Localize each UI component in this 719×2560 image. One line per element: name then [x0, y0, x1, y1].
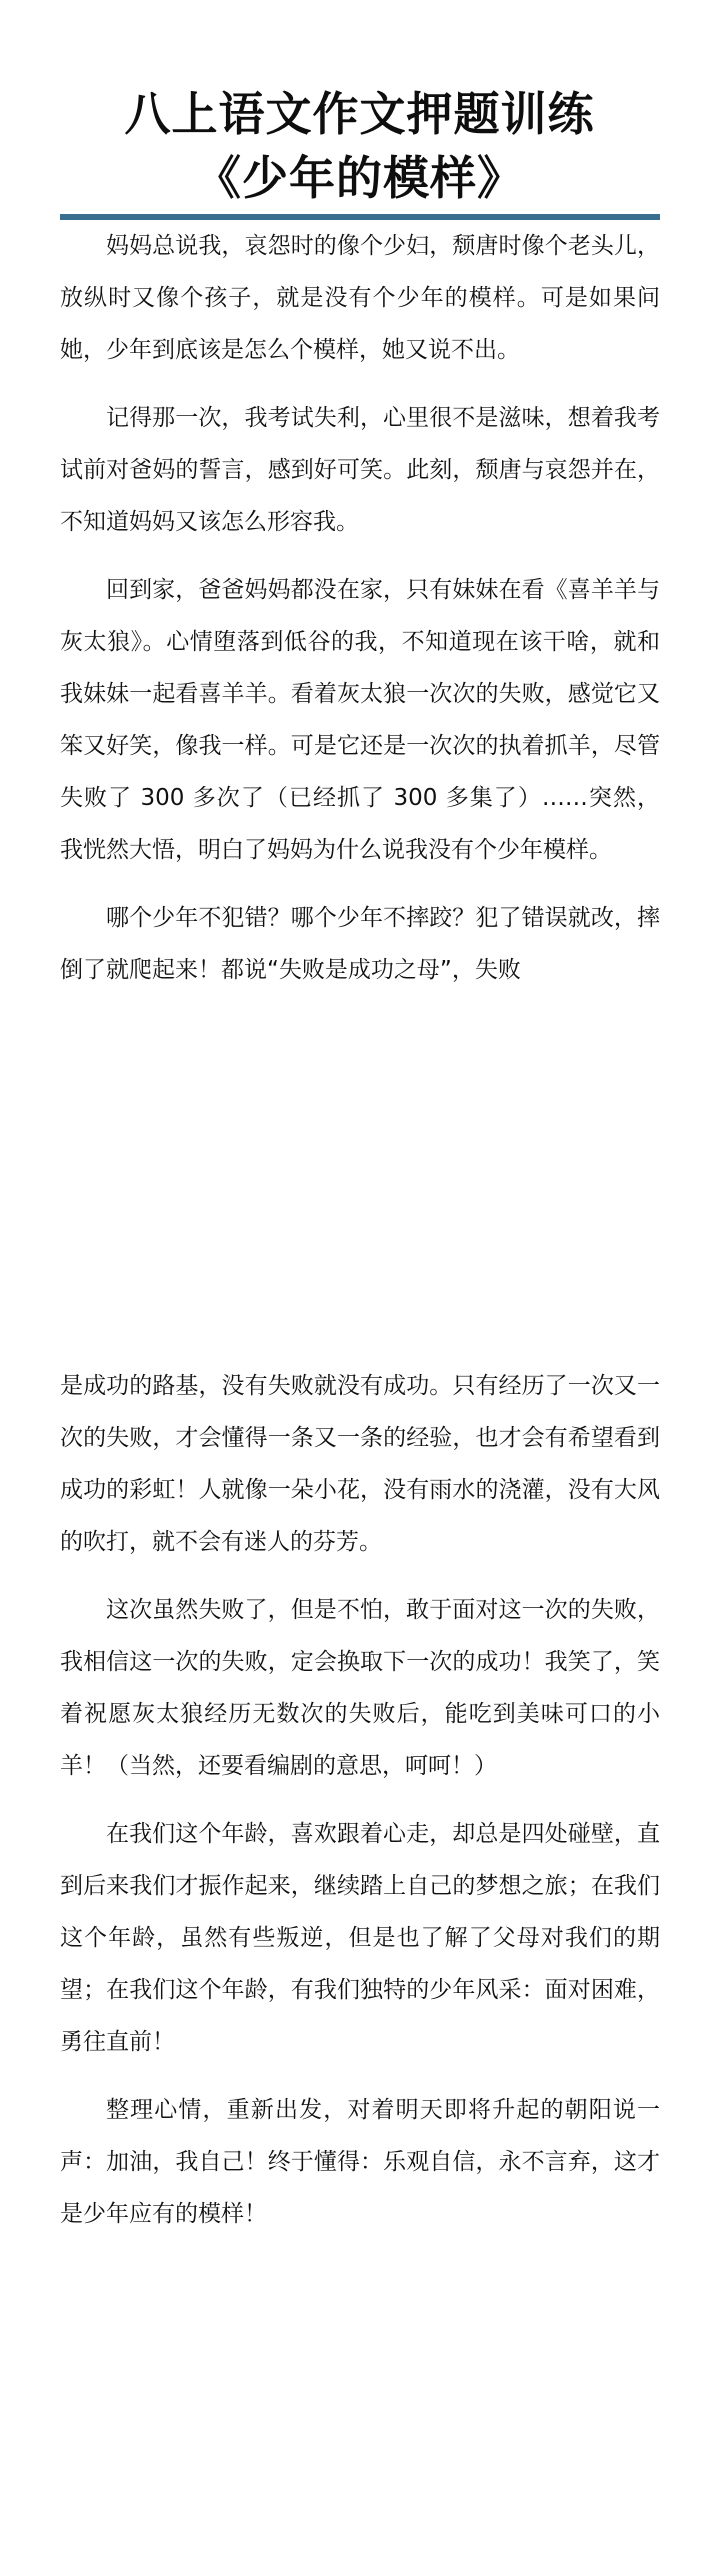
paragraph: 这次虽然失败了，但是不怕，敢于面对这一次的失败，我相信这一次的失败，定会换取下一次的成功！我笑了，笑着祝愿灰太狼经历无数次的失败后，能吃到美味可口的小羊！（当然，还要看编剧的意思，呵呵！）: [60, 1597, 660, 1779]
paragraph: 回到家，爸爸妈妈都没在家，只有妹妹在看《喜羊羊与灰太狼》。心情堕落到低谷的我，不知道现在该干啥，就和我妹妹一起看喜羊羊。看着灰太狼一次次的失败，感觉它又笨又好笑，像我一样。可是它还是一次次的执着抓羊，尽管失败了 300 多次了（已经抓了 300 多集了）……突然，我恍然大悟，明白了妈妈为什么说我没有个少年模样。: [60, 577, 660, 863]
paragraph-continued: 是成功的路基，没有失败就没有成功。只有经历了一次又一次的失败，才会懂得一条又一条的经验，也才会有希望看到成功的彩虹！人就像一朵小花，没有雨水的浇灌，没有大风的吹打，就不会有迷人的芬芳。: [60, 1373, 660, 1555]
paragraph: 在我们这个年龄，喜欢跟着心走，却总是四处碰壁，直到后来我们才振作起来，继续踏上自己的梦想之旅；在我们这个年龄，虽然有些叛逆，但是也了解了父母对我们的期望；在我们这个年龄，有我们独特的少年风采：面对困难，勇往直前！: [60, 1821, 660, 2055]
paragraph: 整理心情，重新出发，对着明天即将升起的朝阳说一声：加油，我自己！终于懂得：乐观自信，永不言弃，这才是少年应有的模样！: [60, 2097, 660, 2227]
title-block: [0, 82, 719, 210]
page-subtitle: 《少年的模样》: [195, 151, 524, 205]
paragraph: 记得那一次，我考试失利，心里很不是滋味，想着我考试前对爸妈的誓言，感到好可笑。此刻，颓唐与哀怨并在，不知道妈妈又该怎么形容我。: [60, 405, 660, 535]
article-body-top: [60, 220, 660, 1012]
page-title: 八上语文作文押题训练: [124, 87, 595, 141]
paragraph: 妈妈总说我，哀怨时的像个少妇，颓唐时像个老头儿，放纵时又像个孩子，就是没有个少年的模样。可是如果问她，少年到底该是怎么个模样，她又说不出。: [60, 233, 660, 363]
paragraph: 哪个少年不犯错？哪个少年不摔跤？犯了错误就改，摔倒了就爬起来！都说“失败是成功之母”，失败: [60, 905, 660, 983]
article-body-bottom: [60, 1360, 660, 2256]
